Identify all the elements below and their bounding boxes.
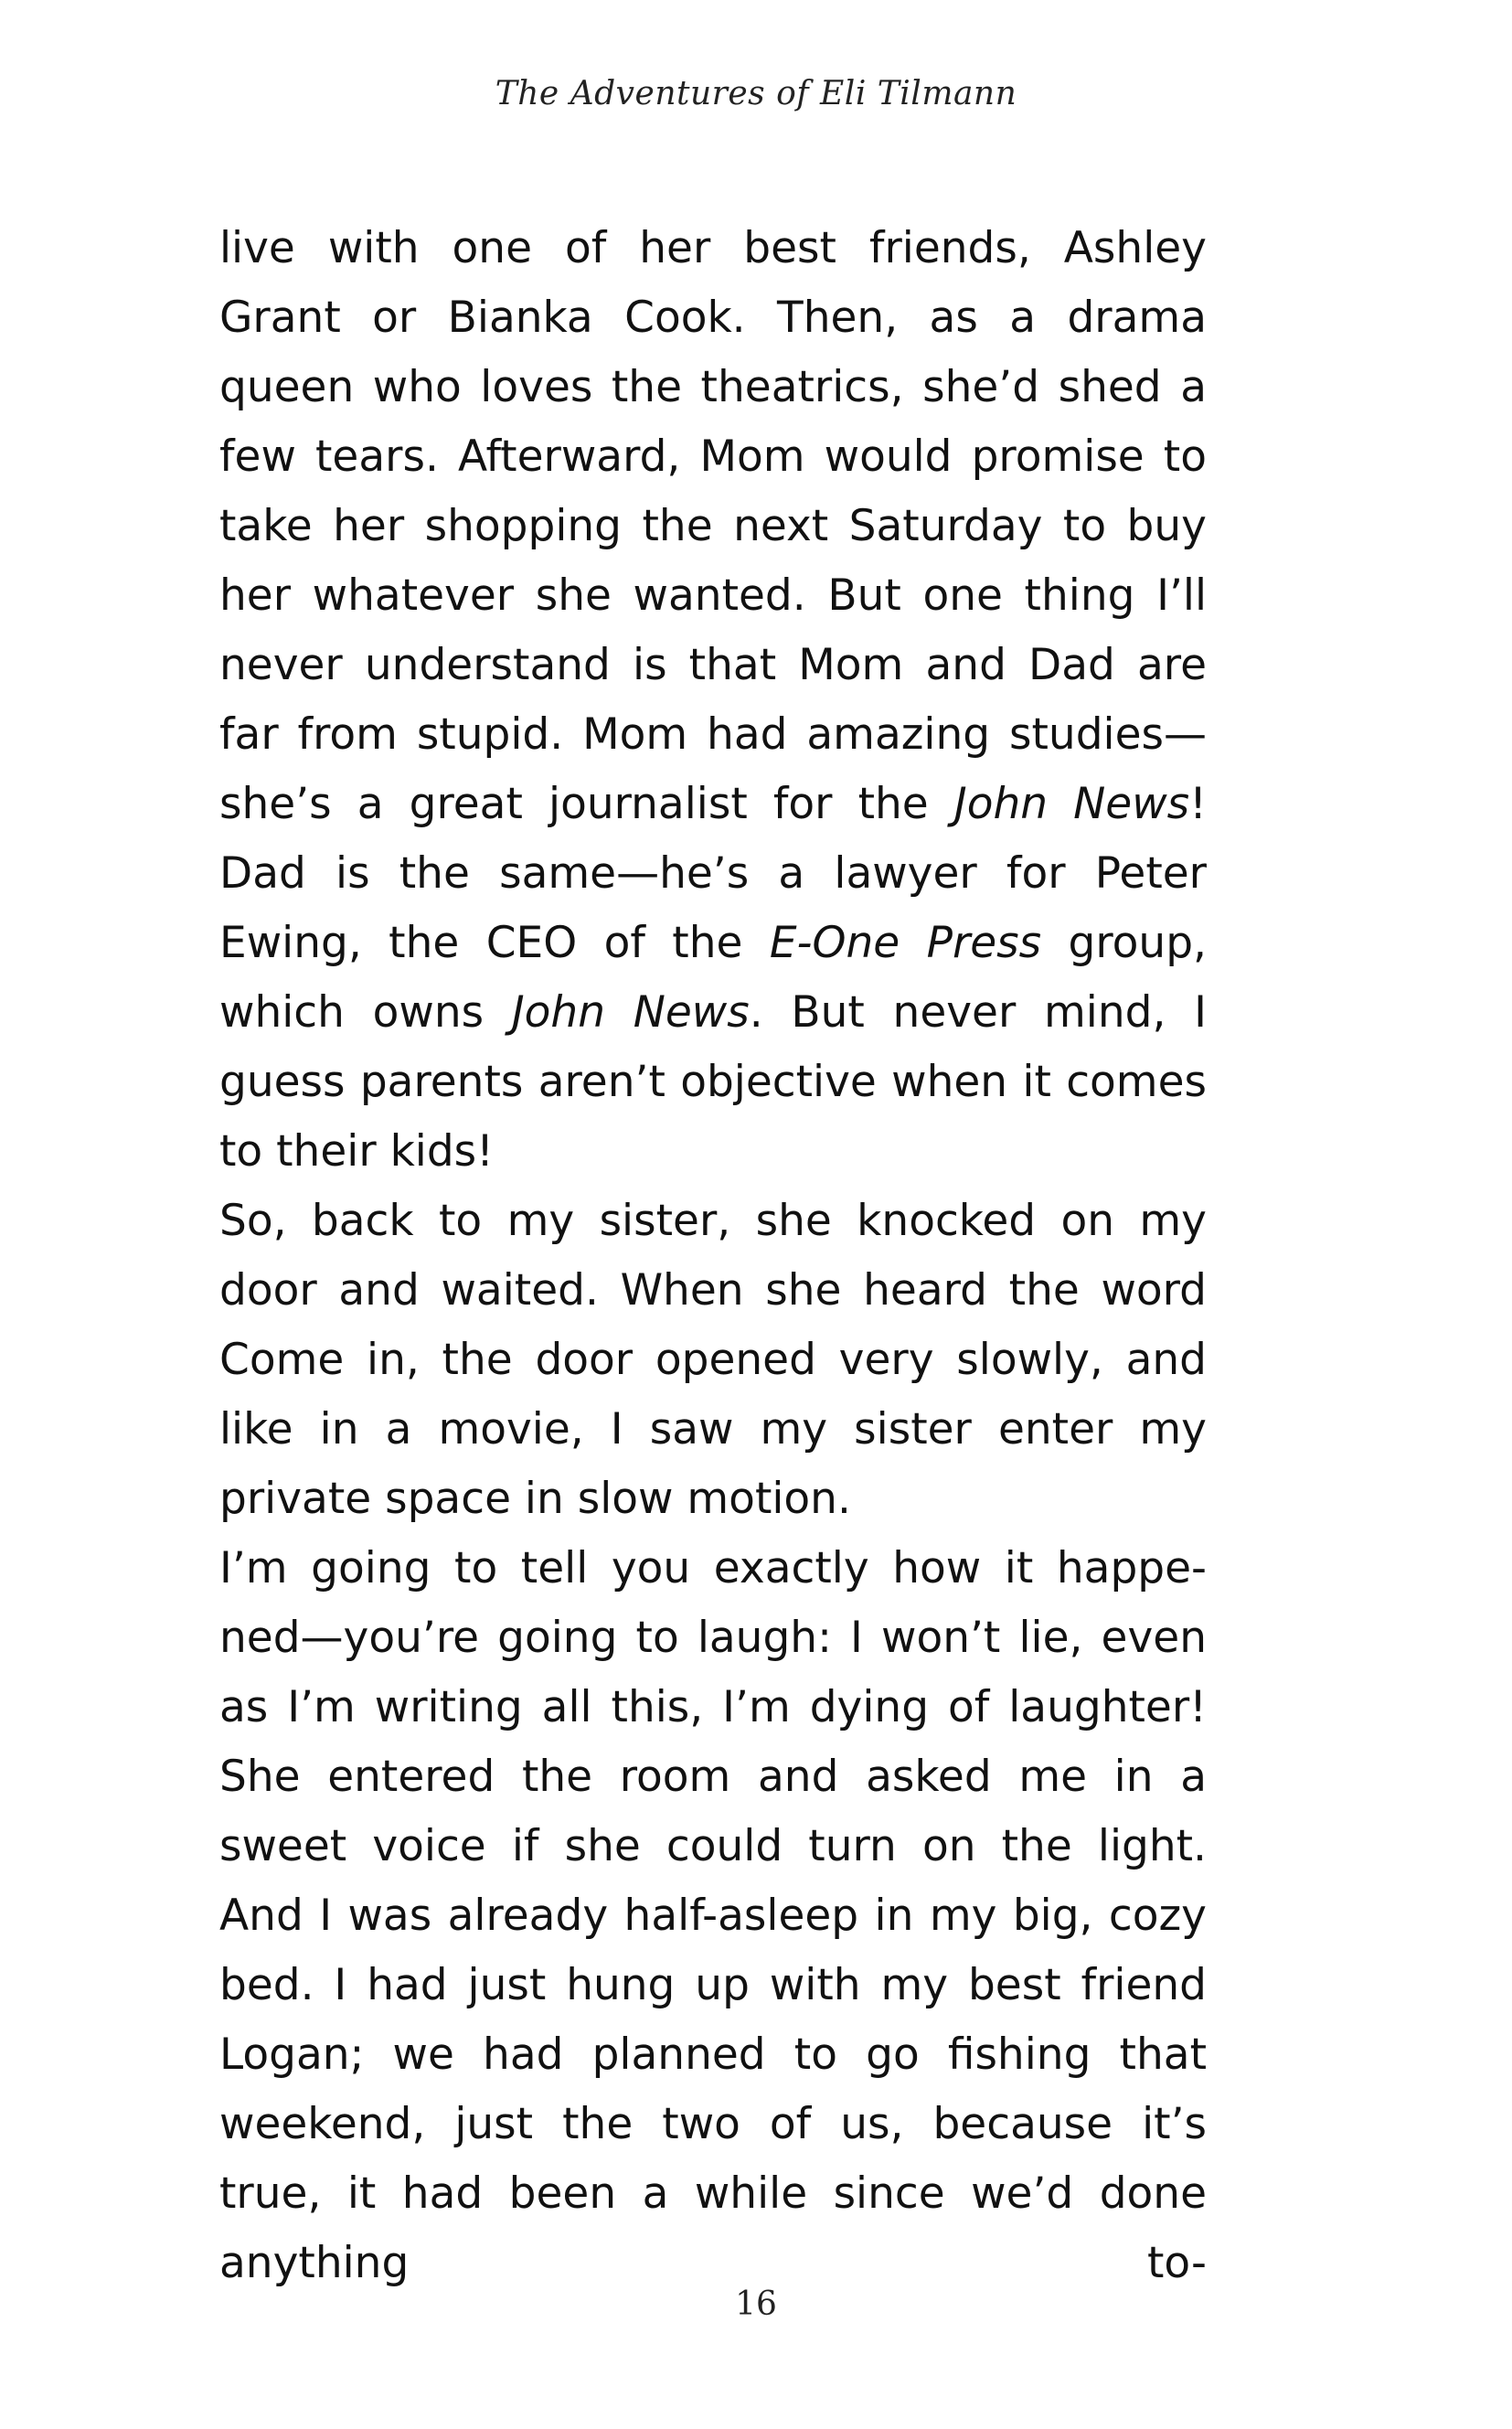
paragraph-3: I’m going to tell you exactly how it happe- ned—you’re going to laugh: I won’t lie, even as I’m writing all this, I’m dying of laughter! She entered the room and asked me in a sweet voice if she could turn on the light. And I was already half-asleep in my big, cozy bed. I had just hung up with my best friend Logan; we had planned to go fishing that weekend, just the two of us, because it’s true, it had been a while since we’d done anything to- <box>219 1543 1207 2288</box>
body-text <box>219 214 1207 2298</box>
page-number: 16 <box>735 2285 777 2323</box>
publication-title-2: John News <box>511 987 750 1038</box>
publication-title: John News <box>953 779 1190 829</box>
paragraph-1-text-g: . But never mind, I guess parents aren’t objective when it comes to their kids! <box>219 987 1207 1177</box>
paragraph-1-text-a: live with one of her best friends, Ashley Grant or Bianka Cook. Then, as a drama queen who loves the theatrics, she’d shed a few tears. Afterward, Mom would promise to take her shopping the next Saturday to buy her whatever she wanted. But one thing I’ll never understand is that Mom and Dad are far from stupid. Mom had amazing studies—she’s a great journalist for the <box>219 223 1207 829</box>
paragraph-1-text-e: group, which owns <box>219 918 1207 1038</box>
paragraph-2: So, back to my sister, she knocked on my door and waited. When she heard the word Come in, the door opened very slowly, and like in a movie, I saw my sister enter my private space in slow motion. <box>219 1196 1207 1524</box>
paragraph-1-text-c: ! Dad is the same—he’s a lawyer for Peter Ewing, the CEO of the <box>219 779 1207 968</box>
running-header: The Adventures of Eli Tilmann <box>495 75 1017 112</box>
paragraph-1 <box>219 214 1207 1187</box>
publication-group-title: E-One Press <box>769 918 1042 968</box>
